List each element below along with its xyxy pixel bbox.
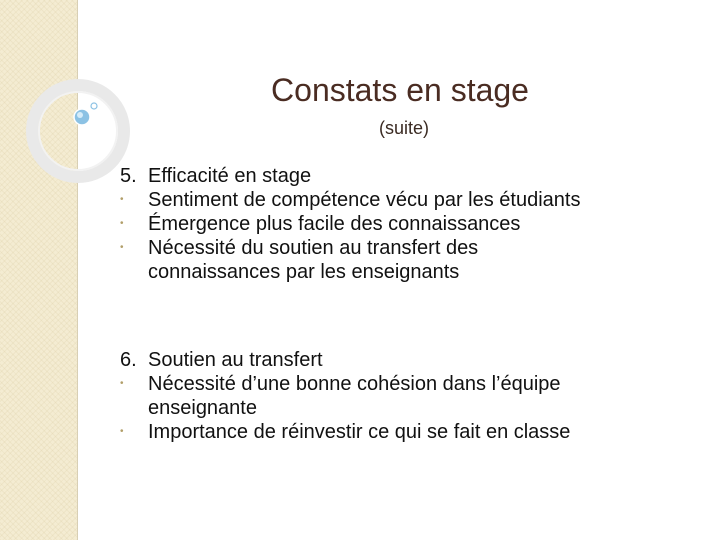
list-item — [120, 420, 700, 444]
section-efficacite — [120, 164, 700, 292]
section-title: Efficacité en stage — [148, 165, 312, 187]
section-heading — [120, 348, 700, 372]
side-decoration-band — [0, 0, 78, 540]
list-item — [120, 212, 700, 236]
bullet-icon: • — [120, 194, 124, 205]
section-title: Soutien au transfert — [148, 349, 323, 371]
slide-title: Constats en stage — [271, 72, 529, 108]
list-item — [120, 188, 700, 212]
section-heading — [120, 164, 700, 188]
bullet-icon: • — [120, 378, 124, 389]
list-item-text: Importance de réinvestir ce qui se fait en classe — [148, 421, 571, 443]
bullet-icon: • — [120, 242, 124, 253]
bullet-icon: • — [120, 218, 124, 229]
section-number: 6. — [120, 349, 137, 371]
list-item — [120, 236, 548, 284]
list-item — [120, 372, 668, 420]
slide-subtitle: (suite) — [378, 118, 429, 138]
section-number: 5. — [120, 165, 137, 187]
list-item-text: Nécessité du soutien au transfert des connaissances par les enseignants — [148, 237, 479, 283]
small-bubble-icon — [91, 103, 97, 109]
list-item-text: Sentiment de compétence vécu par les étudiants — [148, 189, 581, 211]
list-item-text: Nécessité d’une bonne cohésion dans l’équipe enseignante — [148, 373, 561, 419]
list-item-text: Émergence plus facile des connaissances — [148, 213, 521, 235]
bullet-icon: • — [120, 426, 124, 437]
section-soutien — [120, 348, 700, 452]
